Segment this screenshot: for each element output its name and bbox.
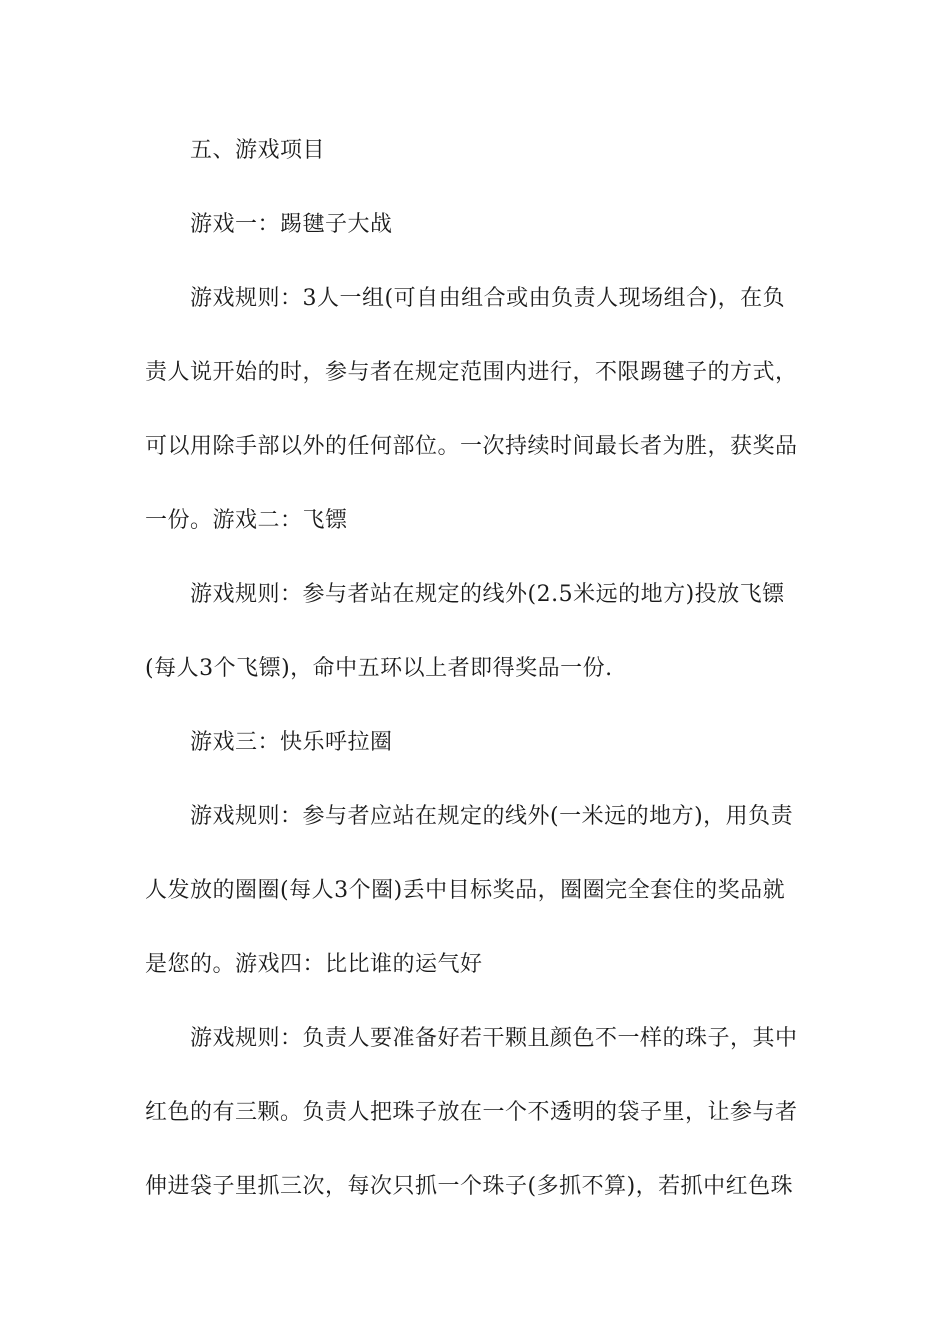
- paragraph-line: (每人3个飞镖)，命中五环以上者即得奖品一份.: [145, 656, 613, 681]
- paragraph-line: 游戏规则：负责人要准备好若干颗且颜色不一样的珠子，其中: [190, 1026, 798, 1051]
- paragraph-line: 一份。游戏二：飞镖: [145, 508, 348, 533]
- paragraph-line: 可以用除手部以外的任何部位。一次持续时间最长者为胜，获奖品: [145, 434, 798, 459]
- game-one-title: 游戏一：踢毽子大战: [190, 212, 393, 237]
- paragraph-line: 红色的有三颗。负责人把珠子放在一个不透明的袋子里，让参与者: [145, 1100, 798, 1125]
- paragraph-line: 是您的。游戏四：比比谁的运气好: [145, 952, 483, 977]
- paragraph-line: 游戏规则：3人一组(可自由组合或由负责人现场组合)，在负: [190, 286, 786, 311]
- paragraph-line: 责人说开始的时，参与者在规定范围内进行，不限踢毽子的方式，: [145, 360, 798, 385]
- game-three-title: 游戏三：快乐呼拉圈: [190, 730, 393, 755]
- paragraph-line: 伸进袋子里抓三次，每次只抓一个珠子(多抓不算)，若抓中红色珠: [145, 1174, 794, 1199]
- paragraph-line: 游戏规则：参与者站在规定的线外(2.5米远的地方)投放飞镖: [190, 582, 785, 607]
- paragraph-line: 人发放的圈圈(每人3个圈)丢中目标奖品，圈圈完全套住的奖品就: [145, 878, 786, 903]
- paragraph-line: 游戏规则：参与者应站在规定的线外(一米远的地方)，用负责: [190, 804, 794, 829]
- section-heading: 五、游戏项目: [190, 138, 326, 163]
